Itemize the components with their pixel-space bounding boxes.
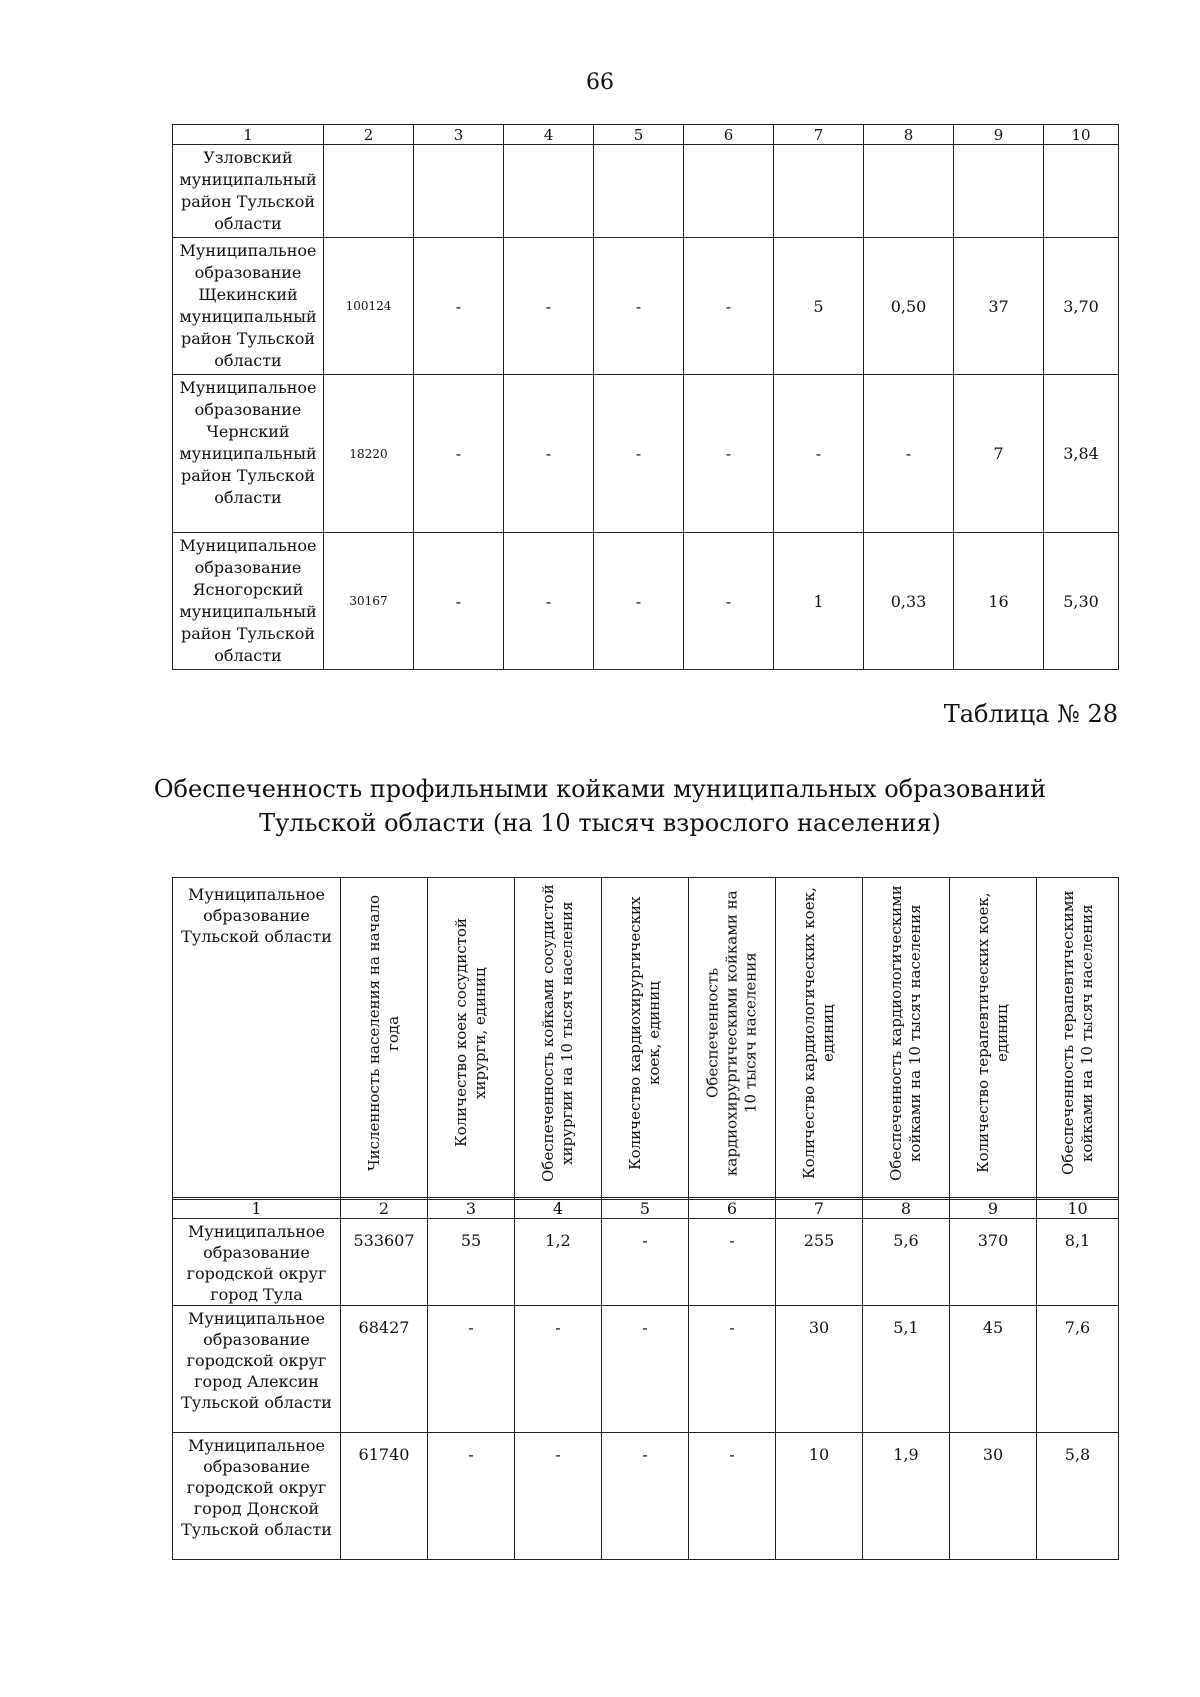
column-header bbox=[341, 878, 428, 1200]
table-row bbox=[173, 1306, 1119, 1433]
cell bbox=[414, 145, 504, 238]
cell: - bbox=[684, 238, 774, 375]
column-number: 3 bbox=[414, 125, 504, 145]
cell: 1 bbox=[774, 533, 864, 670]
cell: 30 bbox=[950, 1433, 1037, 1560]
cell: 37 bbox=[954, 238, 1044, 375]
cell: - bbox=[515, 1433, 602, 1560]
cell: - bbox=[864, 375, 954, 533]
cell: - bbox=[428, 1433, 515, 1560]
column-number: 7 bbox=[774, 125, 864, 145]
cell: 3,70 bbox=[1044, 238, 1119, 375]
table-row bbox=[173, 1433, 1119, 1560]
column-header-text: Количество коек сосудистой хирурги, единиц bbox=[452, 918, 489, 1148]
cell: - bbox=[689, 1306, 776, 1433]
cell: - bbox=[414, 533, 504, 670]
row-name: Узловский муниципальный район Тульской области bbox=[173, 145, 324, 238]
cell: 533607 bbox=[341, 1219, 428, 1306]
cell bbox=[774, 145, 864, 238]
table-continuation bbox=[172, 124, 1119, 670]
cell: - bbox=[414, 238, 504, 375]
column-header-text: Численность населения на начало года bbox=[365, 895, 402, 1171]
cell: 7,6 bbox=[1037, 1306, 1119, 1433]
cell: - bbox=[689, 1219, 776, 1306]
column-number: 6 bbox=[684, 125, 774, 145]
cell: - bbox=[602, 1219, 689, 1306]
column-header bbox=[1037, 878, 1119, 1200]
column-number: 8 bbox=[863, 1198, 950, 1219]
cell bbox=[504, 145, 594, 238]
cell: - bbox=[594, 375, 684, 533]
cell: - bbox=[602, 1433, 689, 1560]
column-header-text: Количество кардиологических коек, единиц bbox=[800, 887, 837, 1179]
cell: 45 bbox=[950, 1306, 1037, 1433]
column-header-text: Количество терапевтических коек, единиц bbox=[974, 892, 1011, 1174]
row-name: Муниципальное образование городской округ город Донской Тульской области bbox=[173, 1433, 341, 1560]
column-number-row bbox=[173, 125, 1119, 145]
column-header bbox=[515, 878, 602, 1200]
table-row bbox=[173, 238, 1119, 375]
row-name: Муниципальное образование Щекинский муниципальный район Тульской области bbox=[173, 238, 324, 375]
cell: 7 bbox=[954, 375, 1044, 533]
table28-header bbox=[172, 877, 1119, 1200]
column-number: 4 bbox=[515, 1198, 602, 1219]
table-title-line: Тульской области (на 10 тысяч взрослого населения) bbox=[259, 809, 941, 837]
cell bbox=[954, 145, 1044, 238]
table-title-line: Обеспеченность профильными койками муниципальных образований bbox=[153, 775, 1047, 803]
cell: 255 bbox=[776, 1219, 863, 1306]
column-number: 10 bbox=[1044, 125, 1119, 145]
table-caption: Таблица № 28 bbox=[943, 700, 1118, 728]
table-title bbox=[100, 772, 1100, 840]
table-row bbox=[173, 1219, 1119, 1306]
table28-body bbox=[172, 1197, 1119, 1560]
cell: 100124 bbox=[324, 238, 414, 375]
cell: - bbox=[414, 375, 504, 533]
column-header bbox=[863, 878, 950, 1200]
cell: 370 bbox=[950, 1219, 1037, 1306]
column-header-text: Обеспеченность кардиологическими койками на 10 тысяч населения bbox=[887, 885, 924, 1181]
table-row bbox=[173, 145, 1119, 238]
cell: - bbox=[774, 375, 864, 533]
column-header bbox=[428, 878, 515, 1200]
cell: - bbox=[504, 375, 594, 533]
cell: 10 bbox=[776, 1433, 863, 1560]
column-header bbox=[776, 878, 863, 1200]
cell: - bbox=[428, 1306, 515, 1433]
column-number: 10 bbox=[1037, 1198, 1119, 1219]
column-number: 2 bbox=[324, 125, 414, 145]
cell: - bbox=[602, 1306, 689, 1433]
cell: 5,30 bbox=[1044, 533, 1119, 670]
cell: - bbox=[684, 375, 774, 533]
column-header bbox=[950, 878, 1037, 1200]
row-name: Муниципальное образование Ясногорский муниципальный район Тульской области bbox=[173, 533, 324, 670]
cell: 16 bbox=[954, 533, 1044, 670]
cell: 3,84 bbox=[1044, 375, 1119, 533]
row-name: Муниципальное образование городской округ город Тула bbox=[173, 1219, 341, 1306]
cell: - bbox=[515, 1306, 602, 1433]
column-number: 9 bbox=[950, 1198, 1037, 1219]
row-name: Муниципальное образование Чернский муниципальный район Тульской области bbox=[173, 375, 324, 533]
cell: 1,9 bbox=[863, 1433, 950, 1560]
column-header-text: Обеспеченность терапевтическими койками на 10 тысяч населения bbox=[1058, 890, 1096, 1176]
cell: - bbox=[504, 533, 594, 670]
cell: 61740 bbox=[341, 1433, 428, 1560]
cell: 30 bbox=[776, 1306, 863, 1433]
cell: - bbox=[504, 238, 594, 375]
column-number: 8 bbox=[864, 125, 954, 145]
cell bbox=[594, 145, 684, 238]
cell: 55 bbox=[428, 1219, 515, 1306]
table-row bbox=[173, 375, 1119, 533]
cell: 5 bbox=[774, 238, 864, 375]
column-number: 2 bbox=[341, 1198, 428, 1219]
cell bbox=[1044, 145, 1119, 238]
column-header-text: Обеспеченность кардиохирургическими койками на 10 тысяч населения bbox=[703, 890, 760, 1176]
column-number: 9 bbox=[954, 125, 1044, 145]
cell bbox=[864, 145, 954, 238]
cell: 0,33 bbox=[864, 533, 954, 670]
table-row bbox=[173, 533, 1119, 670]
column-number: 5 bbox=[594, 125, 684, 145]
cell: 1,2 bbox=[515, 1219, 602, 1306]
column-header bbox=[689, 878, 776, 1200]
column-header: Муниципальное образование Тульской области bbox=[173, 878, 341, 1200]
column-number: 1 bbox=[173, 125, 324, 145]
cell: 5,6 bbox=[863, 1219, 950, 1306]
cell: - bbox=[684, 533, 774, 670]
row-name: Муниципальное образование городской округ город Алексин Тульской области bbox=[173, 1306, 341, 1433]
column-number: 6 bbox=[689, 1198, 776, 1219]
column-header-text: Обеспеченность койками сосудистой хирургии на 10 тысяч населения bbox=[539, 884, 576, 1182]
cell: 0,50 bbox=[864, 238, 954, 375]
column-number: 4 bbox=[504, 125, 594, 145]
cell bbox=[324, 145, 414, 238]
header-row bbox=[173, 878, 1119, 1200]
column-number: 3 bbox=[428, 1198, 515, 1219]
cell: 18220 bbox=[324, 375, 414, 533]
cell: - bbox=[594, 238, 684, 375]
column-number-row bbox=[173, 1198, 1119, 1219]
cell: 68427 bbox=[341, 1306, 428, 1433]
column-number: 5 bbox=[602, 1198, 689, 1219]
column-number: 7 bbox=[776, 1198, 863, 1219]
cell bbox=[684, 145, 774, 238]
cell: 30167 bbox=[324, 533, 414, 670]
column-number: 1 bbox=[173, 1198, 341, 1219]
page-number: 66 bbox=[586, 70, 614, 95]
cell: 5,8 bbox=[1037, 1433, 1119, 1560]
column-header bbox=[602, 878, 689, 1200]
cell: 8,1 bbox=[1037, 1219, 1119, 1306]
cell: 5,1 bbox=[863, 1306, 950, 1433]
cell: - bbox=[594, 533, 684, 670]
cell: - bbox=[689, 1433, 776, 1560]
column-header-text: Количество кардиохирургических коек, единиц bbox=[626, 896, 663, 1170]
